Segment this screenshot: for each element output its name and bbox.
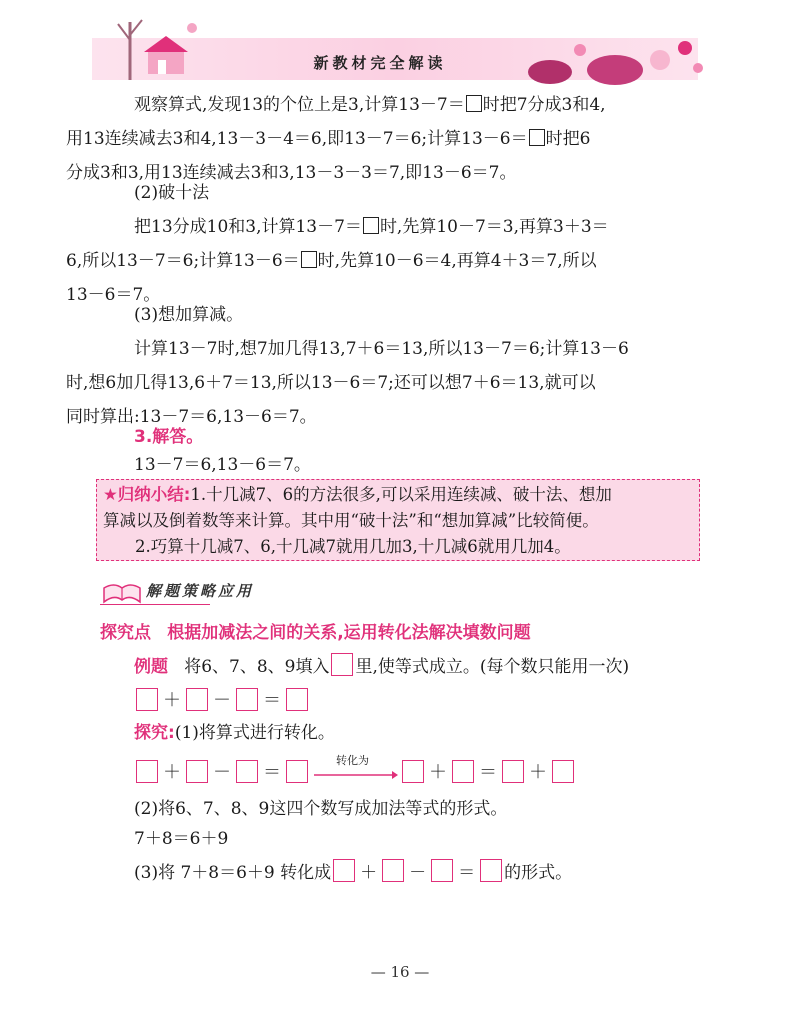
paragraph-method3: 计算13－7时,想7加几得13,7＋6＝13,所以13－7＝6;计算13－6 时,想6加几得13,6＋7＝13,所以13－6＝7;还可以想7＋6＝13,就可以 同时算出:13－7＝6,13－6＝7。	[66, 339, 629, 427]
explore-label: 探究:	[134, 723, 175, 743]
right-arrow-icon	[312, 760, 398, 782]
transform-arrow	[312, 754, 398, 782]
paragraph-method2: 把13分成10和3,计算13－7＝ 时,先算10－7＝3,再算3＋3＝ 6,所以13－7＝6;计算13－6＝ 时,先算10－6＝4,再算4＋3＝7,所以 13－6＝7。	[66, 217, 609, 305]
blank-box	[466, 95, 482, 112]
page-number: — 16 —	[370, 963, 430, 981]
answer-text: 13－7＝6,13－6＝7。	[134, 455, 311, 475]
answer-box	[186, 760, 208, 783]
header-title: 新教材完全解读	[313, 54, 447, 72]
example-label: 例题	[134, 657, 168, 677]
strategy-banner-title: 解题策略应用	[146, 582, 255, 600]
flowers-illustration	[520, 30, 710, 85]
method3-title: (3)想加算减。	[134, 305, 244, 325]
answer-box	[480, 859, 502, 882]
example-line: 例题 将6、7、8、9填入 里,使等式成立。(每个数只能用一次)	[134, 650, 629, 684]
answer-box	[186, 688, 208, 711]
blank-box	[331, 653, 353, 676]
transform-row: ＋ － ＝ 转化为 ＋ ＝ ＋	[134, 758, 576, 784]
explore-step2: (2)将6、7、8、9这四个数写成加法等式的形式。	[134, 799, 508, 819]
blank-box	[363, 217, 379, 234]
summary-line1: ★归纳小结:1.十几减7、6的方法很多,可以采用连续减、破十法、想加	[103, 485, 612, 504]
answer-box	[382, 859, 404, 882]
explore-step2-equation: 7＋8＝6＋9	[134, 829, 229, 849]
answer-box	[502, 760, 524, 783]
paragraph-method1: 观察算式,发现13的个位上是3,计算13－7＝ 时把7分成3和4, 用13连续减去3和4,13－3－4＝6,即13－7＝6;计算13－6＝ 时把6 分成3和3,用13连续减去3和3,13－3－3＝7,即13－6＝7。	[66, 95, 606, 183]
answer-box	[136, 688, 158, 711]
answer-box	[236, 760, 258, 783]
answer-box	[552, 760, 574, 783]
explore-point: 探究点 根据加减法之间的关系,运用转化法解决填数问题	[100, 623, 531, 643]
equation-template-row: ＋ － ＝	[134, 686, 310, 712]
answer-box	[236, 688, 258, 711]
answer-label: 3.解答。	[134, 427, 204, 447]
answer-box	[286, 760, 308, 783]
summary-line2: 算减以及倒着数等来计算。其中用“破十法”和“想加算减”比较简便。	[103, 511, 599, 530]
answer-box	[136, 760, 158, 783]
house-tree-illustration	[100, 10, 210, 82]
answer-box	[452, 760, 474, 783]
explore-step1: 探究:(1)将算式进行转化。	[134, 723, 335, 743]
answer-box	[402, 760, 424, 783]
summary-label: ★归纳小结:	[103, 485, 191, 504]
arrow-label: 转化为	[336, 754, 369, 767]
strategy-underline	[100, 604, 210, 605]
blank-box	[529, 129, 545, 146]
blank-box	[301, 251, 317, 268]
summary-box	[96, 479, 700, 561]
summary-line3: 2.巧算十几减7、6,十几减7就用几加3,十几减6就用几加4。	[135, 537, 571, 556]
answer-box	[286, 688, 308, 711]
method2-title: (2)破十法	[134, 183, 210, 203]
answer-box	[333, 859, 355, 882]
explore-step3: (3)将 7＋8＝6＋9 转化成 ＋ － ＝ 的形式。	[134, 858, 572, 883]
answer-box	[431, 859, 453, 882]
